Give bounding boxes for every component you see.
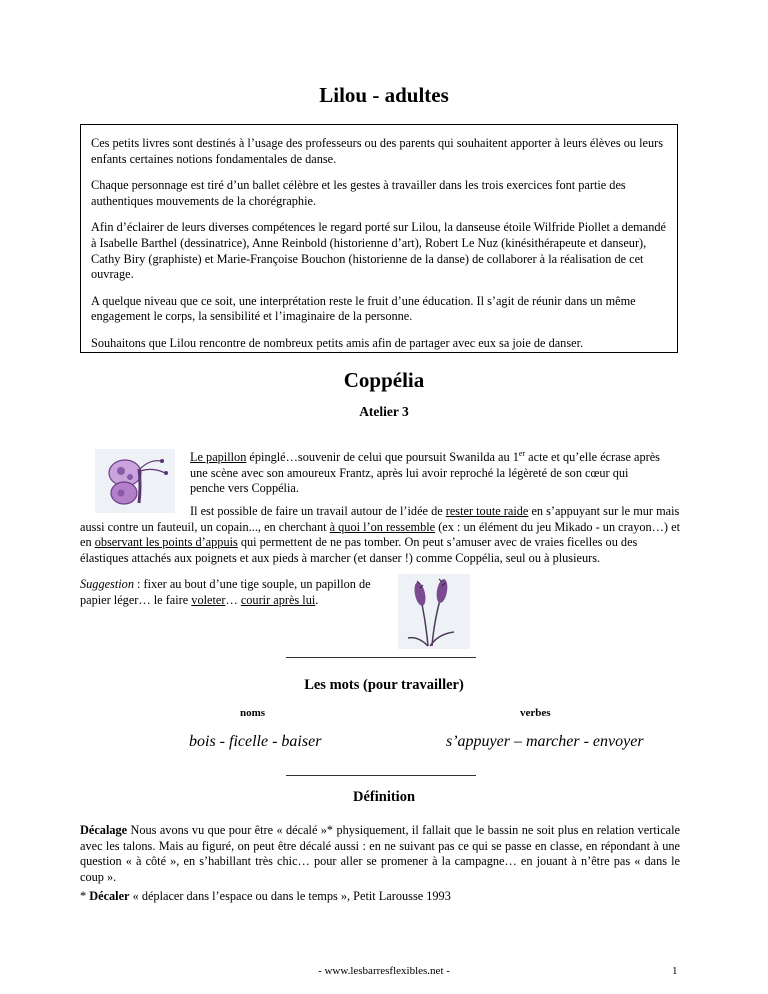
lavender-illustration: [398, 574, 470, 649]
text-run: Il est possible de faire un travail autour de l’idée de: [190, 504, 446, 518]
page-number: 1: [672, 965, 678, 977]
text-run: .: [315, 592, 319, 607]
words-heading: Les mots (pour travailler): [304, 677, 464, 693]
atelier-label: Atelier 3: [359, 404, 409, 419]
noms-label: noms: [240, 707, 266, 719]
intro-paragraph: Chaque personnage est tiré d’un ballet célèbre et les gestes à travailler dans les trois exercices font partie des authentiques mouvements de la chorégraphie.: [91, 178, 626, 208]
text-run: Nous avons vu que pour être « décalé »* physiquement, il fallait que le bassin ne soit plus en relation verticale avec les talons. Mais au figuré, on peut être décalé aussi : en ne suivant pas ce qui se passe en classe, en répondant à une question « à côté », en s’habillant très chic… pour aller se promener à la campagne… en jouant à n’être pas « dans le coup ».: [80, 823, 680, 884]
text-run: qui permettent de ne pas tomber. On peut s’amuser avec de vraies ficelles ou des élastiques attachés aux poignets et aux pieds à marcher (et danser !) comme Coppélia, seul ou à plusieurs.: [80, 535, 638, 565]
text-run: épinglé…souvenir de celui que poursuit Swanilda au 1: [246, 450, 519, 465]
intro-box: [80, 124, 678, 353]
verbes-label: verbes: [520, 707, 551, 719]
verbes-words: s’appuyer – marcher - envoyer: [446, 733, 644, 750]
intro-paragraph: A quelque niveau que ce soit, une interprétation reste le fruit d’une éducation. Il s’agit de réunir dans un même engagement le corps, la sensibilité et l’imaginaire de la personne.: [91, 293, 636, 324]
paragraph-suggestion: [80, 577, 390, 608]
underlined-text: voleter: [191, 592, 226, 607]
noms-words: bois - ficelle - baiser: [189, 733, 322, 750]
divider: [286, 657, 476, 658]
text-run: *: [80, 889, 90, 903]
suggestion-label: Suggestion: [80, 577, 134, 591]
footer-url: - www.lesbarresflexibles.net -: [318, 965, 450, 977]
underlined-text: à quoi l’on ressemble: [329, 519, 436, 534]
text-run: : fixer au bout d’une tige souple, un papillon de papier léger… le faire: [80, 577, 371, 607]
footnote-term: Décaler: [89, 889, 130, 903]
divider: [286, 775, 476, 776]
underlined-text: Le papillon: [190, 450, 247, 465]
document-title: Lilou - adultes: [319, 83, 449, 107]
ballet-title: Coppélia: [343, 368, 425, 392]
superscript: er: [518, 449, 526, 458]
definition-term: Décalage: [80, 823, 128, 837]
text-run: (ex : un élément du jeu Mikado - un crayon…) et en: [80, 519, 680, 550]
text-run: …: [225, 592, 241, 607]
definition-heading: Définition: [352, 789, 416, 805]
paragraph-raide: [80, 504, 680, 566]
underlined-text: courir après lui: [240, 592, 316, 607]
text-run: « déplacer dans l’espace ou dans le temps », Petit Larousse 1993: [129, 889, 451, 903]
underlined-text: observant les points d’appuis: [94, 535, 238, 550]
text-run: acte et qu’elle écrase après une scène avec son amoureux Frantz, après lui avoir reproché la légèreté de son cœur qui penche vers Coppélia.: [190, 450, 660, 496]
definition-paragraph: [80, 823, 680, 885]
text-run: en s’appuyant sur le mur mais aussi contre un fauteuil, un copain..., en cherchant: [80, 504, 680, 534]
paragraph-papillon: [190, 446, 662, 497]
intro-paragraph: Afin d’éclairer de leurs diverses compétences le regard porté sur Lilou, la danseuse étoile Wilfride Piollet a demandé à Isabelle Barthel (dessinatrice), Anne Reinbold (historienne d’art), Robert Le Nuz (kinésithérapeute et danseur), Cathy Biry (graphiste) et Marie-Françoise Bouchon (historienne de la danse) de collaborer à la réalisation de cet ouvrage.: [91, 220, 666, 282]
footnote: [80, 889, 680, 905]
intro-paragraph: Ces petits livres sont destinés à l’usage des professeurs ou des parents qui souhaitent apporter à leurs élèves ou leurs enfants certaines notions fondamentales de danse.: [91, 136, 664, 166]
intro-paragraph: Souhaitons que Lilou rencontre de nombreux petits amis afin de partager avec eux sa joie de danser.: [91, 335, 584, 350]
underlined-text: rester toute raide: [445, 504, 529, 518]
